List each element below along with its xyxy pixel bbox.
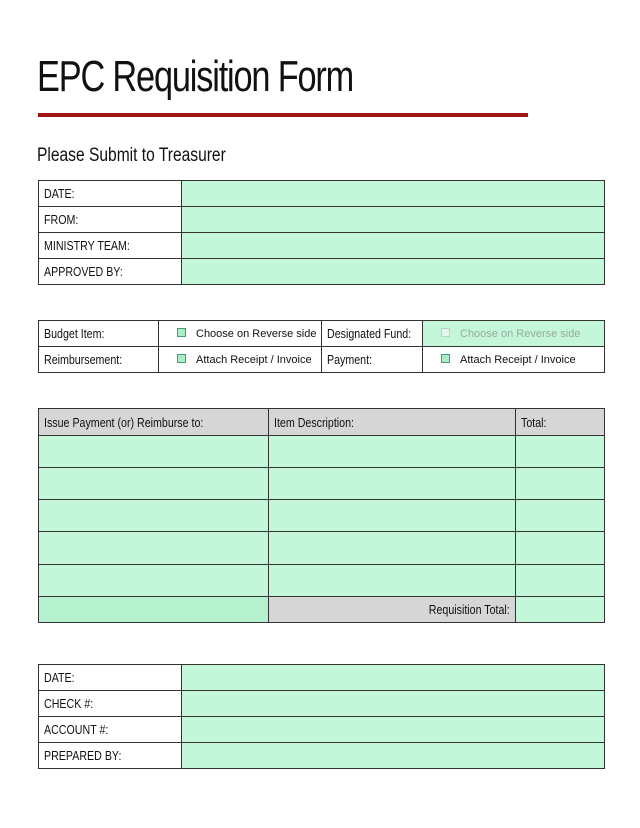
table-row	[39, 436, 605, 468]
table-row	[39, 468, 605, 500]
date-input[interactable]	[182, 181, 605, 207]
payment-label: Payment:	[322, 347, 423, 373]
reimbursement-label: Reimbursement:	[39, 347, 159, 373]
payee-input[interactable]	[39, 468, 269, 500]
table-row	[39, 500, 605, 532]
account-number-input[interactable]	[182, 717, 605, 743]
checkbox-icon	[177, 328, 186, 337]
designated-fund-option[interactable]: Choose on Reverse side	[423, 321, 605, 347]
payment-option[interactable]: Attach Receipt / Invoice	[423, 347, 605, 373]
designated-fund-label: Designated Fund:	[322, 321, 423, 347]
description-input[interactable]	[269, 500, 516, 532]
field-label-date: DATE:	[39, 181, 182, 207]
approved-by-input[interactable]	[182, 259, 605, 285]
table-row	[39, 532, 605, 565]
total-input[interactable]	[516, 468, 605, 500]
check-number-input[interactable]	[182, 691, 605, 717]
header-fields-table	[38, 180, 605, 285]
total-input[interactable]	[516, 500, 605, 532]
column-header-payee: Issue Payment (or) Reimburse to:	[39, 409, 269, 436]
checkbox-icon	[177, 354, 186, 363]
column-header-total: Total:	[516, 409, 605, 436]
field-label-date: DATE:	[39, 665, 182, 691]
description-input[interactable]	[269, 565, 516, 597]
field-label-ministry-team: MINISTRY TEAM:	[39, 233, 182, 259]
title-divider	[38, 113, 528, 117]
ministry-team-input[interactable]	[182, 233, 605, 259]
items-table	[38, 408, 605, 623]
payee-input[interactable]	[39, 565, 269, 597]
payee-input[interactable]	[39, 500, 269, 532]
field-label-check: CHECK #:	[39, 691, 182, 717]
field-label-account: ACCOUNT #:	[39, 717, 182, 743]
total-input[interactable]	[516, 532, 605, 565]
requisition-total-label: Requisition Total:	[269, 597, 516, 623]
prepared-by-input[interactable]	[182, 743, 605, 769]
requisition-total-input[interactable]	[516, 597, 605, 623]
page-title: EPC Requisition Form	[37, 52, 354, 101]
table-row	[39, 565, 605, 597]
description-input[interactable]	[269, 468, 516, 500]
footer-fields-table	[38, 664, 605, 769]
from-input[interactable]	[182, 207, 605, 233]
budget-item-label: Budget Item:	[39, 321, 159, 347]
column-header-description: Item Description:	[269, 409, 516, 436]
field-label-prepared-by: PREPARED BY:	[39, 743, 182, 769]
budget-item-option[interactable]: Choose on Reverse side	[159, 321, 322, 347]
checkbox-icon	[441, 328, 450, 337]
options-table	[38, 320, 605, 373]
reimbursement-option[interactable]: Attach Receipt / Invoice	[159, 347, 322, 373]
description-input[interactable]	[269, 436, 516, 468]
total-input[interactable]	[516, 436, 605, 468]
payee-input[interactable]	[39, 532, 269, 565]
description-input[interactable]	[269, 532, 516, 565]
total-input[interactable]	[516, 565, 605, 597]
payee-input[interactable]	[39, 436, 269, 468]
field-label-from: FROM:	[39, 207, 182, 233]
subtitle: Please Submit to Treasurer	[37, 145, 226, 166]
footer-date-input[interactable]	[182, 665, 605, 691]
blank-cell	[39, 597, 269, 623]
checkbox-icon	[441, 354, 450, 363]
field-label-approved-by: APPROVED BY:	[39, 259, 182, 285]
